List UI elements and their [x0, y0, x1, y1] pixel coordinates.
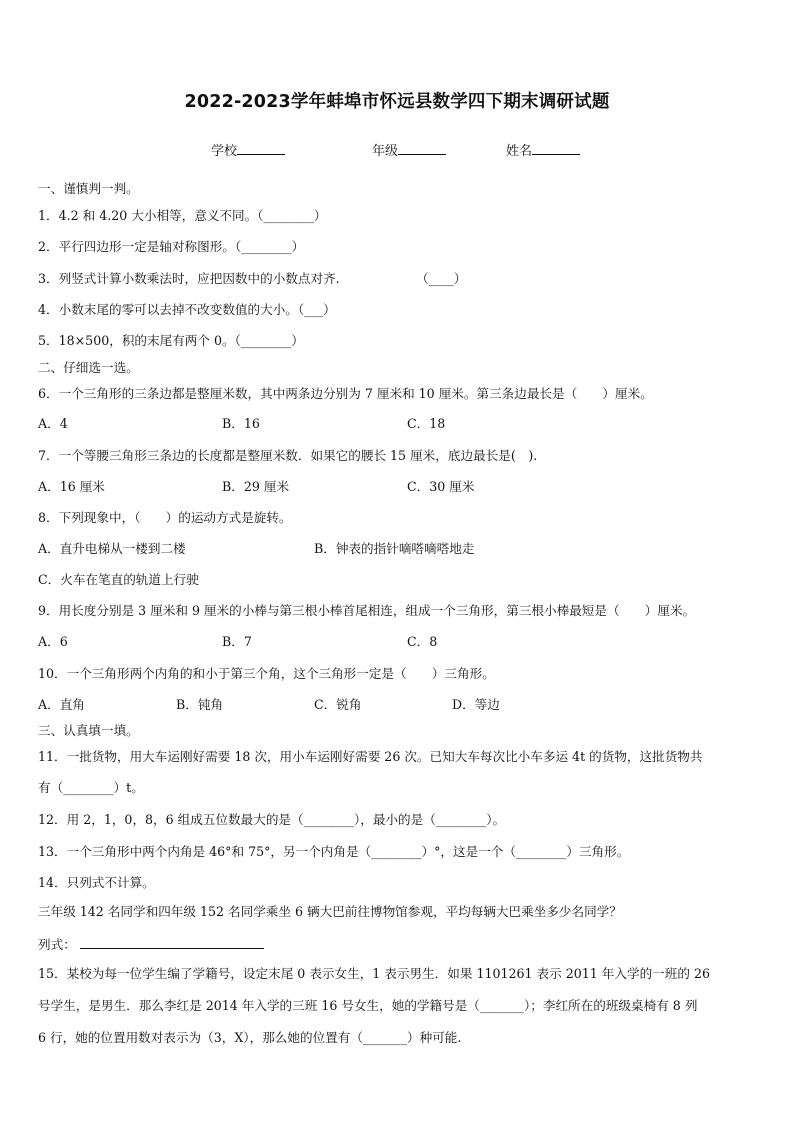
name-blank[interactable] [532, 142, 580, 155]
question-11-line-1: 11．一批货物，用大车运刚好需要 18 次，用小车运刚好需要 26 次。已知大车每次比小车多运 4t 的货物，这批货物共 [38, 749, 703, 764]
question-15-line-1: 15．某校为每一位学生编了学籍号，设定末尾 0 表示女生，1 表示男生．如果 1101261 表示 2011 年入学的一班的 26 [38, 966, 710, 981]
section1-heading: 一、谨慎判一判。 [38, 181, 139, 196]
grade-label: 年级 [372, 144, 399, 159]
question-7-option-a: A．16 厘米 [38, 479, 105, 494]
question-13: 13．一个三角形中两个内角是 46°和 75°，另一个内角是（________）°，这是一个（________）三角形。 [38, 844, 630, 859]
question-9-option-a: A．6 [38, 634, 68, 649]
question-6: 6．一个三角形的三条边都是整厘米数，其中两条边分别为 7 厘米和 10 厘米。第三条边最长是（ ）厘米。 [38, 386, 653, 401]
grade-blank[interactable] [398, 142, 446, 155]
answer-label: 列式： [38, 937, 76, 952]
question-10: 10．一个三角形两个内角的和小于第三个角，这个三角形一定是（ ）三角形。 [38, 666, 495, 681]
question-14-answer [38, 936, 264, 953]
question-14: 14．只列式不计算。 [38, 875, 155, 890]
question-7: 7．一个等腰三角形三条边的长度都是整厘米数．如果它的腰长 15 厘米，底边最长是( ). [38, 448, 538, 463]
question-11-line-2: 有（________）t。 [38, 780, 144, 795]
question-15-line-2: 号学生，是男生．那么李红是 2014 年入学的三班 16 号女生，她的学籍号是（_______）；李红所在的班级桌椅有 8 列 [38, 998, 698, 1013]
question-6-option-c: C．18 [407, 416, 446, 431]
question-8-option-a: A．直升电梯从一楼到二楼 [38, 541, 186, 556]
name-label: 姓名 [506, 144, 533, 159]
question-10-option-a: A．直角 [38, 697, 85, 712]
question-2: 2．平行四边形一定是轴对称图形。（________） [38, 239, 305, 254]
grade-field [372, 140, 446, 159]
question-7-option-b: B．29 厘米 [222, 479, 290, 494]
question-10-option-d: D．等边 [452, 697, 500, 712]
question-8-option-c: C．火车在笔直的轨道上行驶 [38, 572, 199, 587]
school-label: 学校 [211, 144, 238, 159]
page-title: 2022-2023学年蚌埠市怀远县数学四下期末调研试题 [184, 92, 610, 112]
question-5: 5．18×500，积的末尾有两个 0。（________） [38, 333, 304, 348]
section2-heading: 二、仔细选一选。 [38, 360, 139, 375]
question-10-option-b: B．钝角 [176, 697, 224, 712]
question-6-option-a: A．4 [38, 416, 68, 431]
question-10-option-c: C．锐角 [314, 697, 362, 712]
question-8: 8．下列现象中，（ ）的运动方式是旋转。 [38, 510, 292, 525]
question-9-option-c: C．8 [407, 634, 438, 649]
question-9: 9．用长度分别是 3 厘米和 9 厘米的小棒与第三根小棒首尾相连，组成一个三角形，第三根小棒最短是（ ）厘米。 [38, 603, 696, 618]
question-12: 12．用 2，1，0，8，6 组成五位数最大的是（________），最小的是（________）。 [38, 812, 506, 827]
question-14-text: 三年级 142 名同学和四年级 152 名同学乘坐 6 辆大巴前往博物馆参观，平均每辆大巴乘坐多少名同学？ [38, 904, 622, 919]
question-15-line-3: 6 行，她的位置用数对表示为（3，X），那么她的位置有（_______）种可能. [38, 1030, 462, 1045]
school-field [211, 140, 285, 159]
question-9-option-b: B．7 [222, 634, 252, 649]
school-blank[interactable] [237, 142, 285, 155]
name-field [506, 140, 580, 159]
question-3: 3．列竖式计算小数乘法时，应把因数中的小数点对齐. [38, 271, 340, 286]
question-3-blank: （____） [416, 271, 467, 286]
question-1: 1．4.2 和 4.20 大小相等，意义不同。（________） [38, 208, 327, 223]
question-6-option-b: B．16 [222, 416, 260, 431]
answer-blank[interactable] [80, 936, 264, 949]
section3-heading: 三、认真填一填。 [38, 723, 139, 738]
question-8-option-b: B．钟表的指针嘀嗒嘀嗒地走 [314, 541, 475, 556]
question-7-option-c: C．30 厘米 [407, 479, 475, 494]
question-4: 4．小数末尾的零可以去掉不改变数值的大小。（___） [38, 302, 336, 317]
